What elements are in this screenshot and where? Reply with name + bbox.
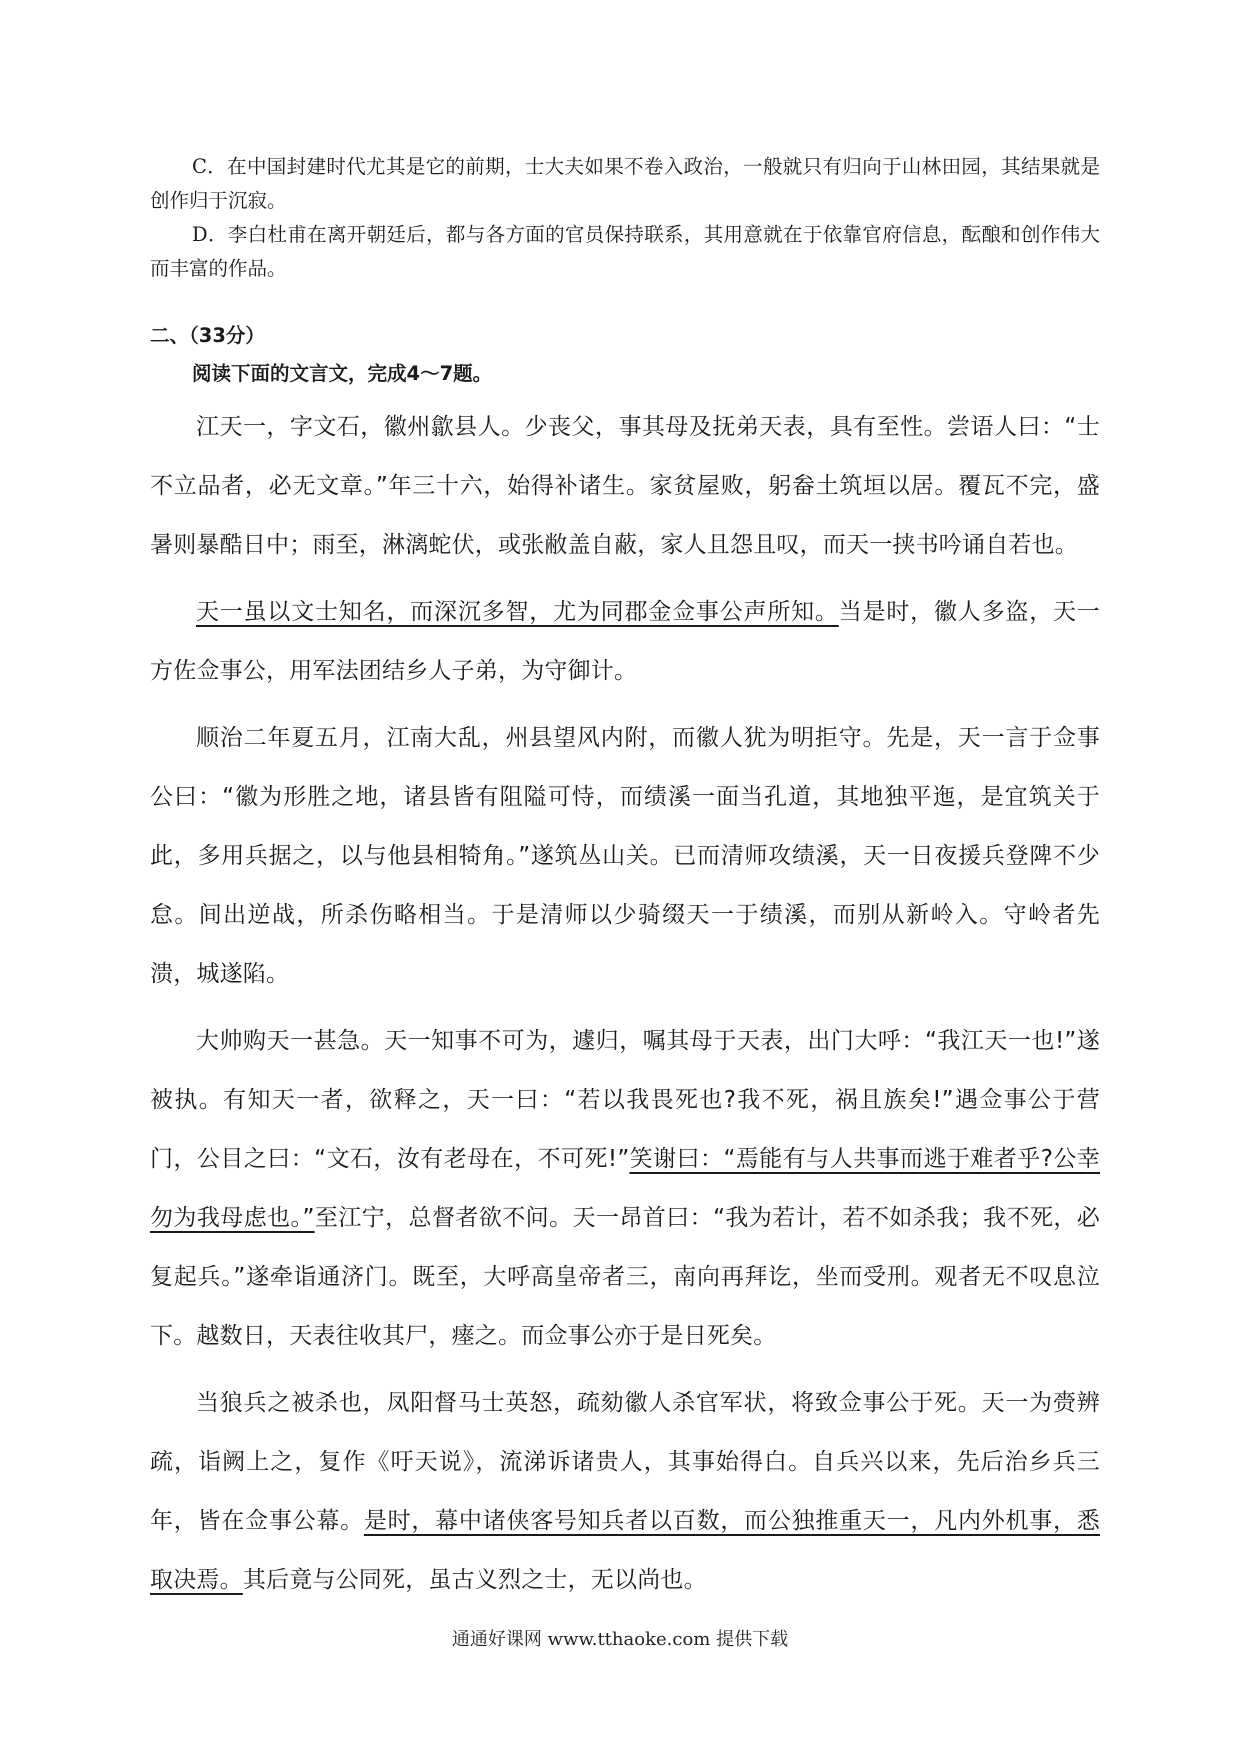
- paragraph-4-start: 大帅购天一甚急。天一知事不可为，遽归，嘱其母于天表，出门大呼：“我江天一也!”遂被执。有知天一者，欲释之，天一曰：“若以我畏死也?我不死，祸且族矣!”遇佥事公于营门，公目之曰：“文石，汝有老母在，不可死!”: [150, 1028, 1100, 1172]
- paragraph-5-end: 其后竟与公同死，虽古义烈之士，无以尚也。: [242, 1567, 707, 1593]
- page-footer: 通通好课网 www.tthaoke.com 提供下载: [451, 1629, 789, 1650]
- paragraph-4-end: 至江宁，总督者欲不问。天一昂首曰：“我为若计，若不如杀我；我不死，必复起兵。”遂牵诣通济门。既至，大呼高皇帝者三，南向再拜讫，坐而受刑。观者无不叹息泣下。越数日，天表往收其尸，瘗之。而佥事公亦于是日死矣。: [150, 1205, 1101, 1349]
- option-c: C．在中国封建时代尤其是它的前期，士大夫如果不卷入政治，一般就只有归向于山林田园，其结果就是创作归于沉寂。: [150, 155, 1100, 212]
- paragraph-2-rest: 当是时，徽人多盗，天一方佐佥事公，用军法团结乡人子弟，为守御计。: [150, 599, 1101, 684]
- underlined-sentence-3: 是时，幕中诸侠客号知兵者以百数，而公独推重天一，凡内外机事，悉取决焉。: [150, 1508, 1100, 1593]
- paragraph-5-start: 当狼兵之被杀也，凤阳督马士英怒，疏劾徽人杀官军状，将致佥事公于死。天一为赍辨疏，诣阙上之，复作《吁天说》，流涕诉诸贵人，其事始得白。自兵兴以来，先后治乡兵三年，皆在佥事公幕。: [150, 1390, 1100, 1534]
- section-instruction: 阅读下面的文言文，完成4～7题。: [192, 362, 493, 385]
- passage-paragraph-4: [150, 1012, 1100, 1366]
- underlined-sentence-1: 天一虽以文士知名，而深沉多智，尤为同郡金佥事公声所知。: [196, 599, 839, 625]
- option-d: D．李白杜甫在离开朝廷后，都与各方面的官员保持联系，其用意就在于依靠官府信息，酝酿和创作伟大而丰富的作品。: [150, 223, 1100, 280]
- passage-paragraph-5: [150, 1374, 1100, 1610]
- exam-page: [150, 150, 1100, 1610]
- section-heading: 二、（33分）: [150, 324, 265, 347]
- passage-paragraph-3: 顺治二年夏五月，江南大乱，州县望风内附，而徽人犹为明拒守。先是，天一言于佥事公曰：“徽为形胜之地，诸县皆有阻隘可恃，而绩溪一面当孔道，其地独平迤，是宜筑关于此，多用兵据之，以与他县相犄角。”遂筑丛山关。已而清师攻绩溪，天一日夜援兵登陴不少怠。间出逆战，所杀伤略相当。于是清师以少骑缀天一于绩溪，而别从新岭入。守岭者先溃，城遂陷。: [150, 725, 1100, 987]
- underlined-sentence-2: 笑谢曰：“焉能有与人共事而逃于难者乎?公幸勿为我母虑也。”: [150, 1146, 1100, 1231]
- passage-paragraph-2: [150, 583, 1100, 701]
- passage-paragraph-1: 江天一，字文石，徽州歙县人。少丧父，事其母及抚弟天表，具有至性。尝语人曰：“士不立品者，必无文章。”年三十六，始得补诸生。家贫屋败，躬畚土筑垣以居。覆瓦不完，盛暑则暴酷日中；雨至，淋漓蛇伏，或张敝盖自蔽，家人且怨且叹，而天一挟书吟诵自若也。: [150, 414, 1100, 558]
